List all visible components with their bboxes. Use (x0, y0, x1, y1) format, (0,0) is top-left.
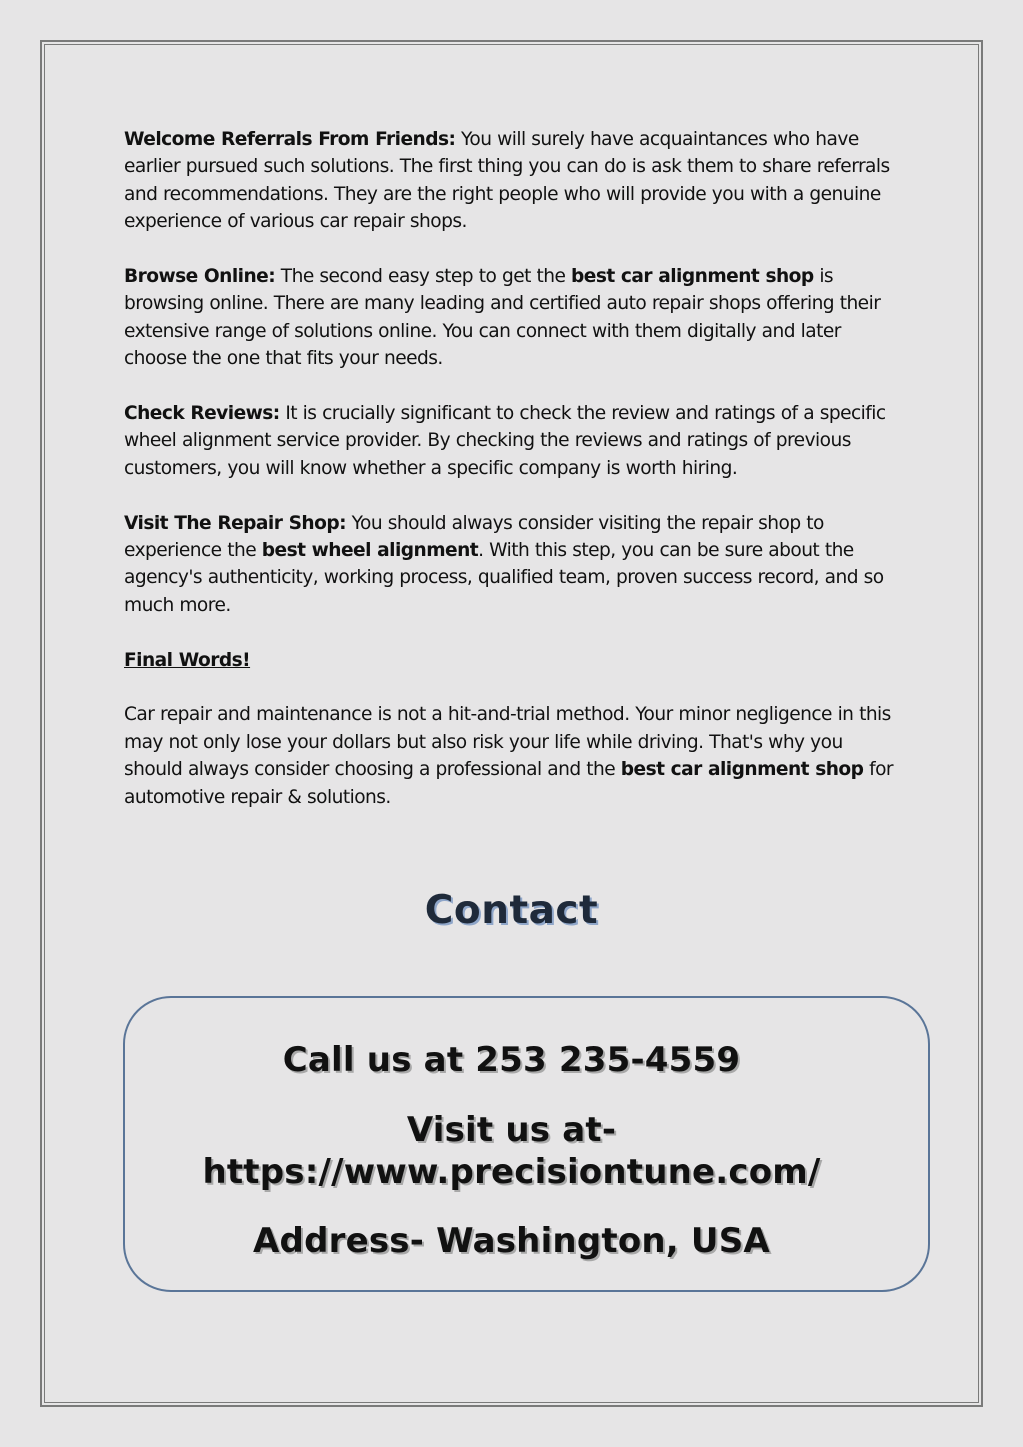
final-words-heading: Final Words! (124, 649, 251, 671)
paragraph-visit-shop-text-before: You should always consider visiting the repair shop to experience the (124, 512, 824, 562)
article-body (124, 126, 904, 838)
paragraph-referrals-text: You will surely have acquaintances who have earlier pursued such solutions. The first thing you can do is ask them to share referrals and recommendations. They are the right people who will provide you with a genuine experience of various car repair shops. (124, 129, 890, 233)
paragraph-final-text-after: for automotive repair & solutions. (124, 759, 893, 808)
contact-phone: Call us at 253 235-4559 (282, 1040, 741, 1080)
paragraph-visit-shop-label: Visit The Repair Shop: (124, 512, 346, 534)
paragraph-referrals (124, 126, 904, 236)
paragraph-final (124, 701, 904, 811)
paragraph-check-reviews-text: It is crucially significant to check the review and ratings of a specific wheel alignment service provider. By checking the reviews and ratings of previous customers, you will know whether a specific company is worth hiring. (124, 403, 886, 479)
paragraph-visit-shop-keyword: best wheel alignment (261, 540, 479, 562)
paragraph-check-reviews-label: Check Reviews: (124, 403, 280, 425)
contact-website-link[interactable]: https://www.precisiontune.com/ (202, 1152, 821, 1192)
paragraph-browse-online (124, 263, 904, 373)
paragraph-final-keyword: best car alignment shop (620, 759, 864, 781)
paragraph-check-reviews (124, 400, 904, 482)
paragraph-browse-online-text-before: The second easy step to get the (275, 266, 572, 288)
contact-address: Address- Washington, USA (253, 1221, 770, 1261)
paragraph-browse-online-label: Browse Online: (124, 266, 276, 288)
paragraph-referrals-label: Welcome Referrals From Friends: (124, 129, 456, 150)
paragraph-browse-online-text-after: is browsing online. There are many leading and certified auto repair shops offering their extensive range of solutions online. You can connect with them digitally and later choose the one that fits your needs. (124, 266, 881, 370)
paragraph-browse-online-keyword: best car alignment shop (571, 266, 814, 288)
paragraph-final-text-before: Car repair and maintenance is not a hit-and-trial method. Your minor negligence in this may not only lose your dollars but also risk your life while driving. That's why you should always consider choosing a professional and the (124, 704, 891, 781)
contact-heading: Contact (424, 888, 599, 933)
paragraph-visit-shop-text-after: . With this step, you can be sure about the agency's authenticity, working process, qualified team, proven success record, and so much more. (124, 540, 884, 616)
contact-visit-label: Visit us at- (406, 1110, 617, 1150)
paragraph-visit-shop (124, 510, 904, 620)
